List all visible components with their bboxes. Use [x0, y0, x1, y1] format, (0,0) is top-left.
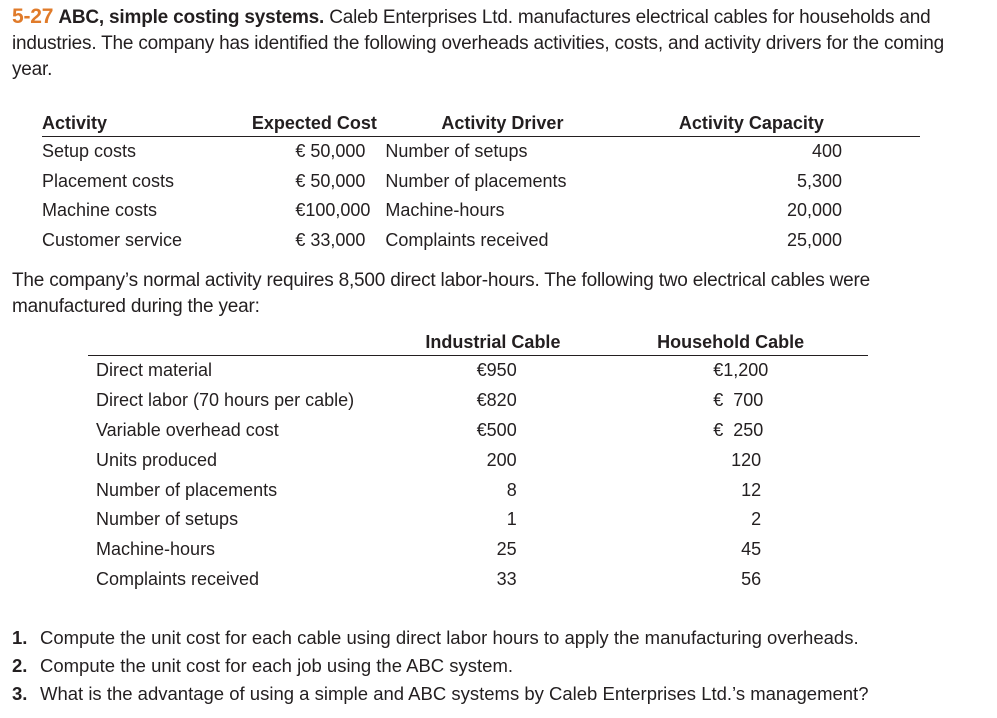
- activity-driver: Number of setups: [385, 141, 528, 162]
- question-text: Compute the unit cost for each cable using direct labor hours to apply the manufacturing overheads.: [40, 627, 859, 648]
- expected-cost: € 50,000: [295, 170, 366, 191]
- activity-driver: Machine-hours: [385, 200, 505, 221]
- activity-name: Placement costs: [42, 170, 175, 191]
- household-value: 12: [741, 479, 762, 500]
- row-label: Units produced: [96, 449, 218, 470]
- table-row: [88, 475, 868, 505]
- table-row: [88, 565, 868, 595]
- problem-title: ABC, simple costing systems.: [58, 7, 325, 28]
- industrial-value: 8: [506, 479, 517, 500]
- industrial-value: 33: [496, 568, 517, 589]
- question-text: Compute the unit cost for each job using the ABC system.: [40, 655, 514, 676]
- household-value: 2: [751, 509, 762, 530]
- question-text: What is the advantage of using a simple and ABC systems by Caleb Enterprises Ltd.’s management?: [40, 683, 869, 704]
- row-label: Machine-hours: [96, 539, 216, 560]
- question-item: [12, 652, 869, 680]
- activity-capacity: 20,000: [786, 200, 842, 221]
- header-expected-cost: Expected Cost: [243, 104, 385, 137]
- row-label: Number of placements: [96, 479, 278, 500]
- row-label: Complaints received: [96, 568, 260, 589]
- activity-table-header: [42, 104, 920, 137]
- row-label: Variable overhead cost: [96, 419, 279, 440]
- problem-number: 5-27: [12, 5, 54, 28]
- row-label: Number of setups: [96, 509, 239, 530]
- industrial-value: €820: [476, 390, 517, 411]
- table-row: [88, 535, 868, 565]
- header-activity-capacity: Activity Capacity: [679, 104, 920, 137]
- table-row: [42, 167, 920, 197]
- table-row: [42, 137, 920, 167]
- household-value: € 700: [713, 390, 764, 411]
- question-list: [12, 624, 869, 708]
- product-table: [88, 325, 868, 594]
- table-row: [88, 356, 868, 386]
- industrial-value: €500: [476, 419, 517, 440]
- middle-text: The company’s normal activity requires 8,500 direct labor-hours. The following two electrical cables were manufactured during the year:: [12, 270, 870, 317]
- industrial-value: €950: [476, 360, 517, 381]
- industrial-value: 1: [506, 509, 517, 530]
- household-value: € 250: [713, 419, 764, 440]
- activity-name: Setup costs: [42, 141, 137, 162]
- table-row: [88, 445, 868, 475]
- question-number: 1.: [12, 627, 28, 648]
- table-row: [88, 386, 868, 416]
- activity-driver: Number of placements: [385, 170, 567, 191]
- activity-capacity: 25,000: [786, 229, 842, 250]
- question-item: [12, 680, 869, 708]
- activity-table: [42, 104, 920, 255]
- activity-name: Customer service: [42, 229, 183, 250]
- product-table-header: [88, 325, 868, 356]
- row-label: Direct material: [96, 360, 213, 381]
- problem-intro: [12, 4, 987, 83]
- expected-cost: €100,000: [295, 200, 371, 221]
- industrial-value: 25: [496, 539, 517, 560]
- header-household-cable: Household Cable: [593, 325, 868, 356]
- expected-cost: € 50,000: [295, 141, 366, 162]
- header-activity: Activity: [42, 104, 243, 137]
- header-industrial-cable: Industrial Cable: [393, 325, 593, 356]
- activity-name: Machine costs: [42, 200, 158, 221]
- household-value: 45: [741, 539, 762, 560]
- table-row: [88, 505, 868, 535]
- header-activity-driver: Activity Driver: [385, 104, 678, 137]
- household-value: €1,200: [713, 360, 769, 381]
- question-number: 3.: [12, 683, 28, 704]
- table-row: [42, 226, 920, 256]
- table-row: [42, 196, 920, 226]
- question-item: [12, 624, 869, 652]
- header-blank: [88, 325, 393, 356]
- household-value: 120: [731, 449, 762, 470]
- table-row: [88, 416, 868, 446]
- question-number: 2.: [12, 655, 28, 676]
- household-value: 56: [741, 568, 762, 589]
- row-label: Direct labor (70 hours per cable): [96, 390, 355, 411]
- expected-cost: € 33,000: [295, 229, 366, 250]
- industrial-value: 200: [486, 449, 517, 470]
- activity-capacity: 400: [811, 141, 842, 162]
- activity-driver: Complaints received: [385, 229, 549, 250]
- problem-intro-text: Caleb Enterprises Ltd. manufactures electrical cables for households and industries. The company has identified the following overheads activities, costs, and activity drivers for the coming year.: [12, 7, 944, 80]
- activity-capacity: 5,300: [796, 170, 842, 191]
